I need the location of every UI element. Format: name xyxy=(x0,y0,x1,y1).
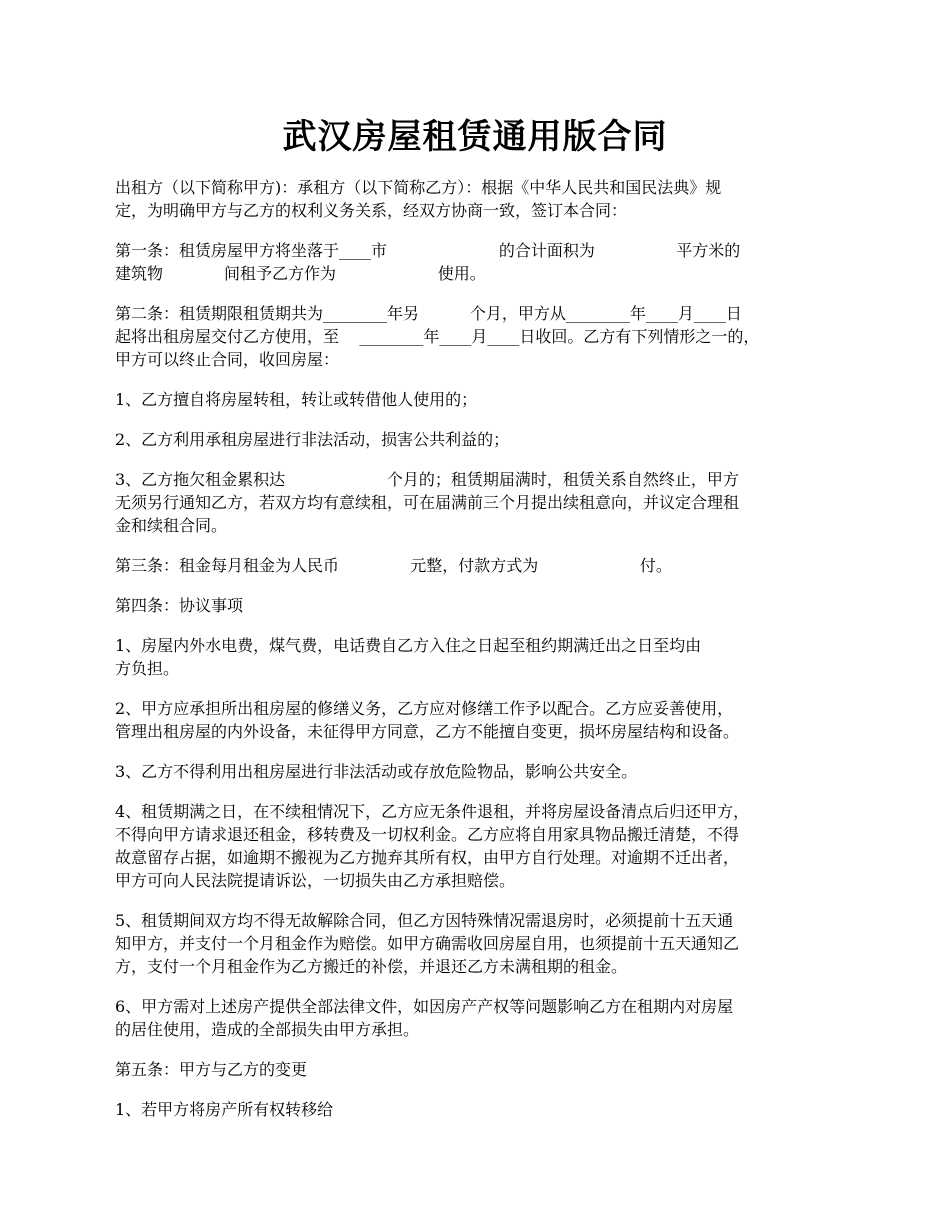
paragraph-line: 甲方可以终止合同，收回房屋： xyxy=(115,350,340,369)
paragraph-line: 方负担。 xyxy=(115,659,180,678)
paragraph-line: 第五条：甲方与乙方的变更 xyxy=(115,1060,308,1079)
paragraph xyxy=(115,995,845,1041)
paragraph xyxy=(115,697,845,743)
paragraph xyxy=(115,554,845,577)
paragraph-line: 6、甲方需对上述房产提供全部法律文件，如因房产产权等问题影响乙方在租期内对房屋 xyxy=(115,997,734,1016)
paragraph xyxy=(115,428,845,451)
paragraph xyxy=(115,634,845,680)
paragraph-line: 知甲方，并支付一个月租金作为赔偿。如甲方确需收回房屋自用，也须提前十五天通知乙 xyxy=(115,934,740,953)
paragraph-line: 管理出租房屋的内外设备，未征得甲方同意，乙方不能擅自变更，损坏房屋结构和设备。 xyxy=(115,722,740,741)
paragraph-line: 无须另行通知乙方，若双方均有意续租，可在届满前三个月提出续租意向，并议定合理租 xyxy=(115,493,740,512)
paragraph-line: 第四条：协议事项 xyxy=(115,596,244,615)
paragraph xyxy=(115,239,845,285)
paragraph-line: 甲方可向人民法院提请诉讼，一切损失由乙方承担赔偿。 xyxy=(115,871,516,890)
paragraph-line: 第三条：租金每月租金为人民币 元整，付款方式为 付。 xyxy=(115,556,672,575)
paragraph-line: 方，支付一个月租金作为乙方搬迁的补偿，并退还乙方未满租期的租金。 xyxy=(115,957,628,976)
document-title: 武汉房屋租赁通用版合同 xyxy=(282,117,668,157)
paragraph-line: 2、乙方利用承租房屋进行非法活动，损害公共利益的； xyxy=(115,430,510,449)
paragraph xyxy=(115,176,845,222)
paragraph xyxy=(115,800,845,892)
paragraph-line: 第一条：租赁房屋甲方将坐落于____市 的合计面积为 平方米的 xyxy=(115,241,741,260)
paragraph-line: 的居住使用，造成的全部损失由甲方承担。 xyxy=(115,1020,420,1039)
paragraph-line: 不得向甲方请求退还租金，移转费及一切权利金。乙方应将自用家具物品搬迁清楚，不得 xyxy=(115,825,740,844)
paragraph-line: 4、租赁期满之日，在不续租情况下，乙方应无条件退租，并将房屋设备清点后归还甲方， xyxy=(115,802,750,821)
paragraph-line: 起将出租房屋交付乙方使用，至 ________年____月____日收回。乙方有下列情形之一的， xyxy=(115,327,760,346)
paragraph-line: 定，为明确甲方与乙方的权利义务关系，经双方协商一致，签订本合同： xyxy=(115,201,628,220)
paragraph xyxy=(115,388,845,411)
paragraph xyxy=(115,1098,845,1121)
paragraph-line: 1、乙方擅自将房屋转租，转让或转借他人使用的； xyxy=(115,390,478,409)
paragraph xyxy=(115,594,845,617)
paragraph-line: 5、租赁期间双方均不得无故解除合同，但乙方因特殊情况需退房时，必须提前十五天通 xyxy=(115,911,734,930)
paragraph-line: 第二条：租赁期限租赁期共为________年另 个月，甲方从________年____月____日 xyxy=(115,304,742,323)
paragraph-line: 1、若甲方将房产所有权转移给 xyxy=(115,1100,334,1119)
document-body xyxy=(115,176,845,1138)
paragraph-line: 3、乙方拖欠租金累积达 个月的；租赁期届满时，租赁关系自然终止，甲方 xyxy=(115,470,739,489)
paragraph-line: 出租方（以下简称甲方)：承租方（以下简称乙方）：根据《中华人民共和国民法典》规 xyxy=(115,178,722,197)
paragraph-line: 故意留存占据，如逾期不搬视为乙方抛弃其所有权，由甲方自行处理。对逾期不迁出者， xyxy=(115,848,740,867)
paragraph xyxy=(115,468,845,537)
paragraph xyxy=(115,909,845,978)
paragraph xyxy=(115,302,845,371)
paragraph xyxy=(115,1058,845,1081)
paragraph-line: 建筑物 间租予乙方作为 使用。 xyxy=(115,264,486,283)
paragraph-line: 金和续租合同。 xyxy=(115,516,228,535)
paragraph xyxy=(115,760,845,783)
paragraph-line: 3、乙方不得利用出租房屋进行非法活动或存放危险物品，影响公共安全。 xyxy=(115,762,638,781)
paragraph-line: 2、甲方应承担所出租房屋的修缮义务，乙方应对修缮工作予以配合。乙方应妥善使用， xyxy=(115,699,734,718)
paragraph-line: 1、房屋内外水电费，煤气费，电话费自乙方入住之日起至租约期满迁出之日至均由 xyxy=(115,636,702,655)
